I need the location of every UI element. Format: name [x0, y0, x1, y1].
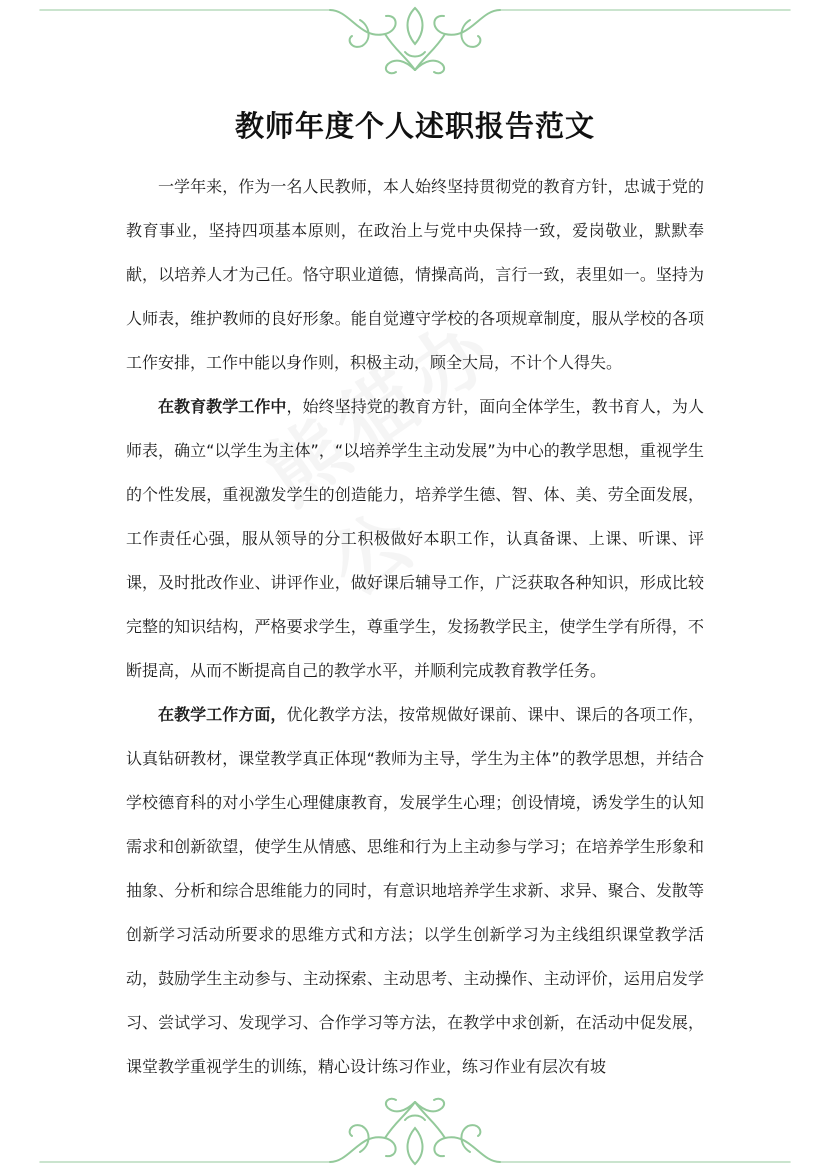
- paragraph-2: [126, 385, 704, 693]
- paragraph-text: 优化教学方法，按常规做好课前、课中、课后的各项工作，认真钻研教材，课堂教学真正体现“教师为主导，学生为主体”的教学思想，并结合学校德育科的对小学生心理健康教育，发展学生心理；创设情境，诱发学生的认知需求和创新欲望，使学生从情感、思维和行为上主动参与学习；在培养学生形象和抽象、分析和综合思维能力的同时，有意识地培养学生求新、求异、聚合、发散等创新学习活动所要求的思维方式和方法；以学生创新学习为主线组织课堂教学活动，鼓励学生主动参与、主动探索、主动思考、主动操作、主动评价，运用启发学习、尝试学习、发现学习、合作学习等方法，在教学中求创新，在活动中促发展，课堂教学重视学生的训练，精心设计练习作业，练习作业有层次有坡: [126, 705, 704, 1076]
- bottom-floral-ornament-icon: [0, 1090, 830, 1173]
- paragraph-lead: 在教育教学工作中: [158, 397, 287, 416]
- article-body: [126, 165, 704, 1089]
- paragraph-text: ，始终坚持党的教育方针，面向全体学生，教书育人，为人师表，确立“以学生为主体”，“以培养学生主动发展”为中心的教学思想，重视学生的个性发展，重视激发学生的创造能力，培养学生德、智、体、美、劳全面发展，工作责任心强，服从领导的分工积极做好本职工作，认真备课、上课、听课、评课，及时批改作业、讲评作业，做好课后辅导工作，广泛获取各种知识，形成比较完整的知识结构，严格要求学生，尊重学生，发扬教学民主，使学生学有所得，不断提高，从而不断提高自己的教学水平，并顺利完成教育教学任务。: [126, 397, 704, 680]
- paragraph-text: 一学年来，作为一名人民教师，本人始终坚持贯彻党的教育方针，忠诚于党的教育事业，坚持四项基本原则，在政治上与党中央保持一致，爱岗敬业，默默奉献，以培养人才为己任。恪守职业道德，情操高尚，言行一致，表里如一。坚持为人师表，维护教师的良好形象。能自觉遵守学校的各项规章制度，服从学校的各项工作安排，工作中能以身作则，积极主动，顾全大局，不计个人得失。: [126, 177, 704, 372]
- paragraph-3: [126, 693, 704, 1089]
- top-floral-ornament-icon: [0, 0, 830, 80]
- page-title: 教师年度个人述职报告范文: [234, 109, 595, 143]
- paragraph-1: [126, 165, 704, 385]
- paragraph-lead: 在教学工作方面，: [158, 705, 287, 724]
